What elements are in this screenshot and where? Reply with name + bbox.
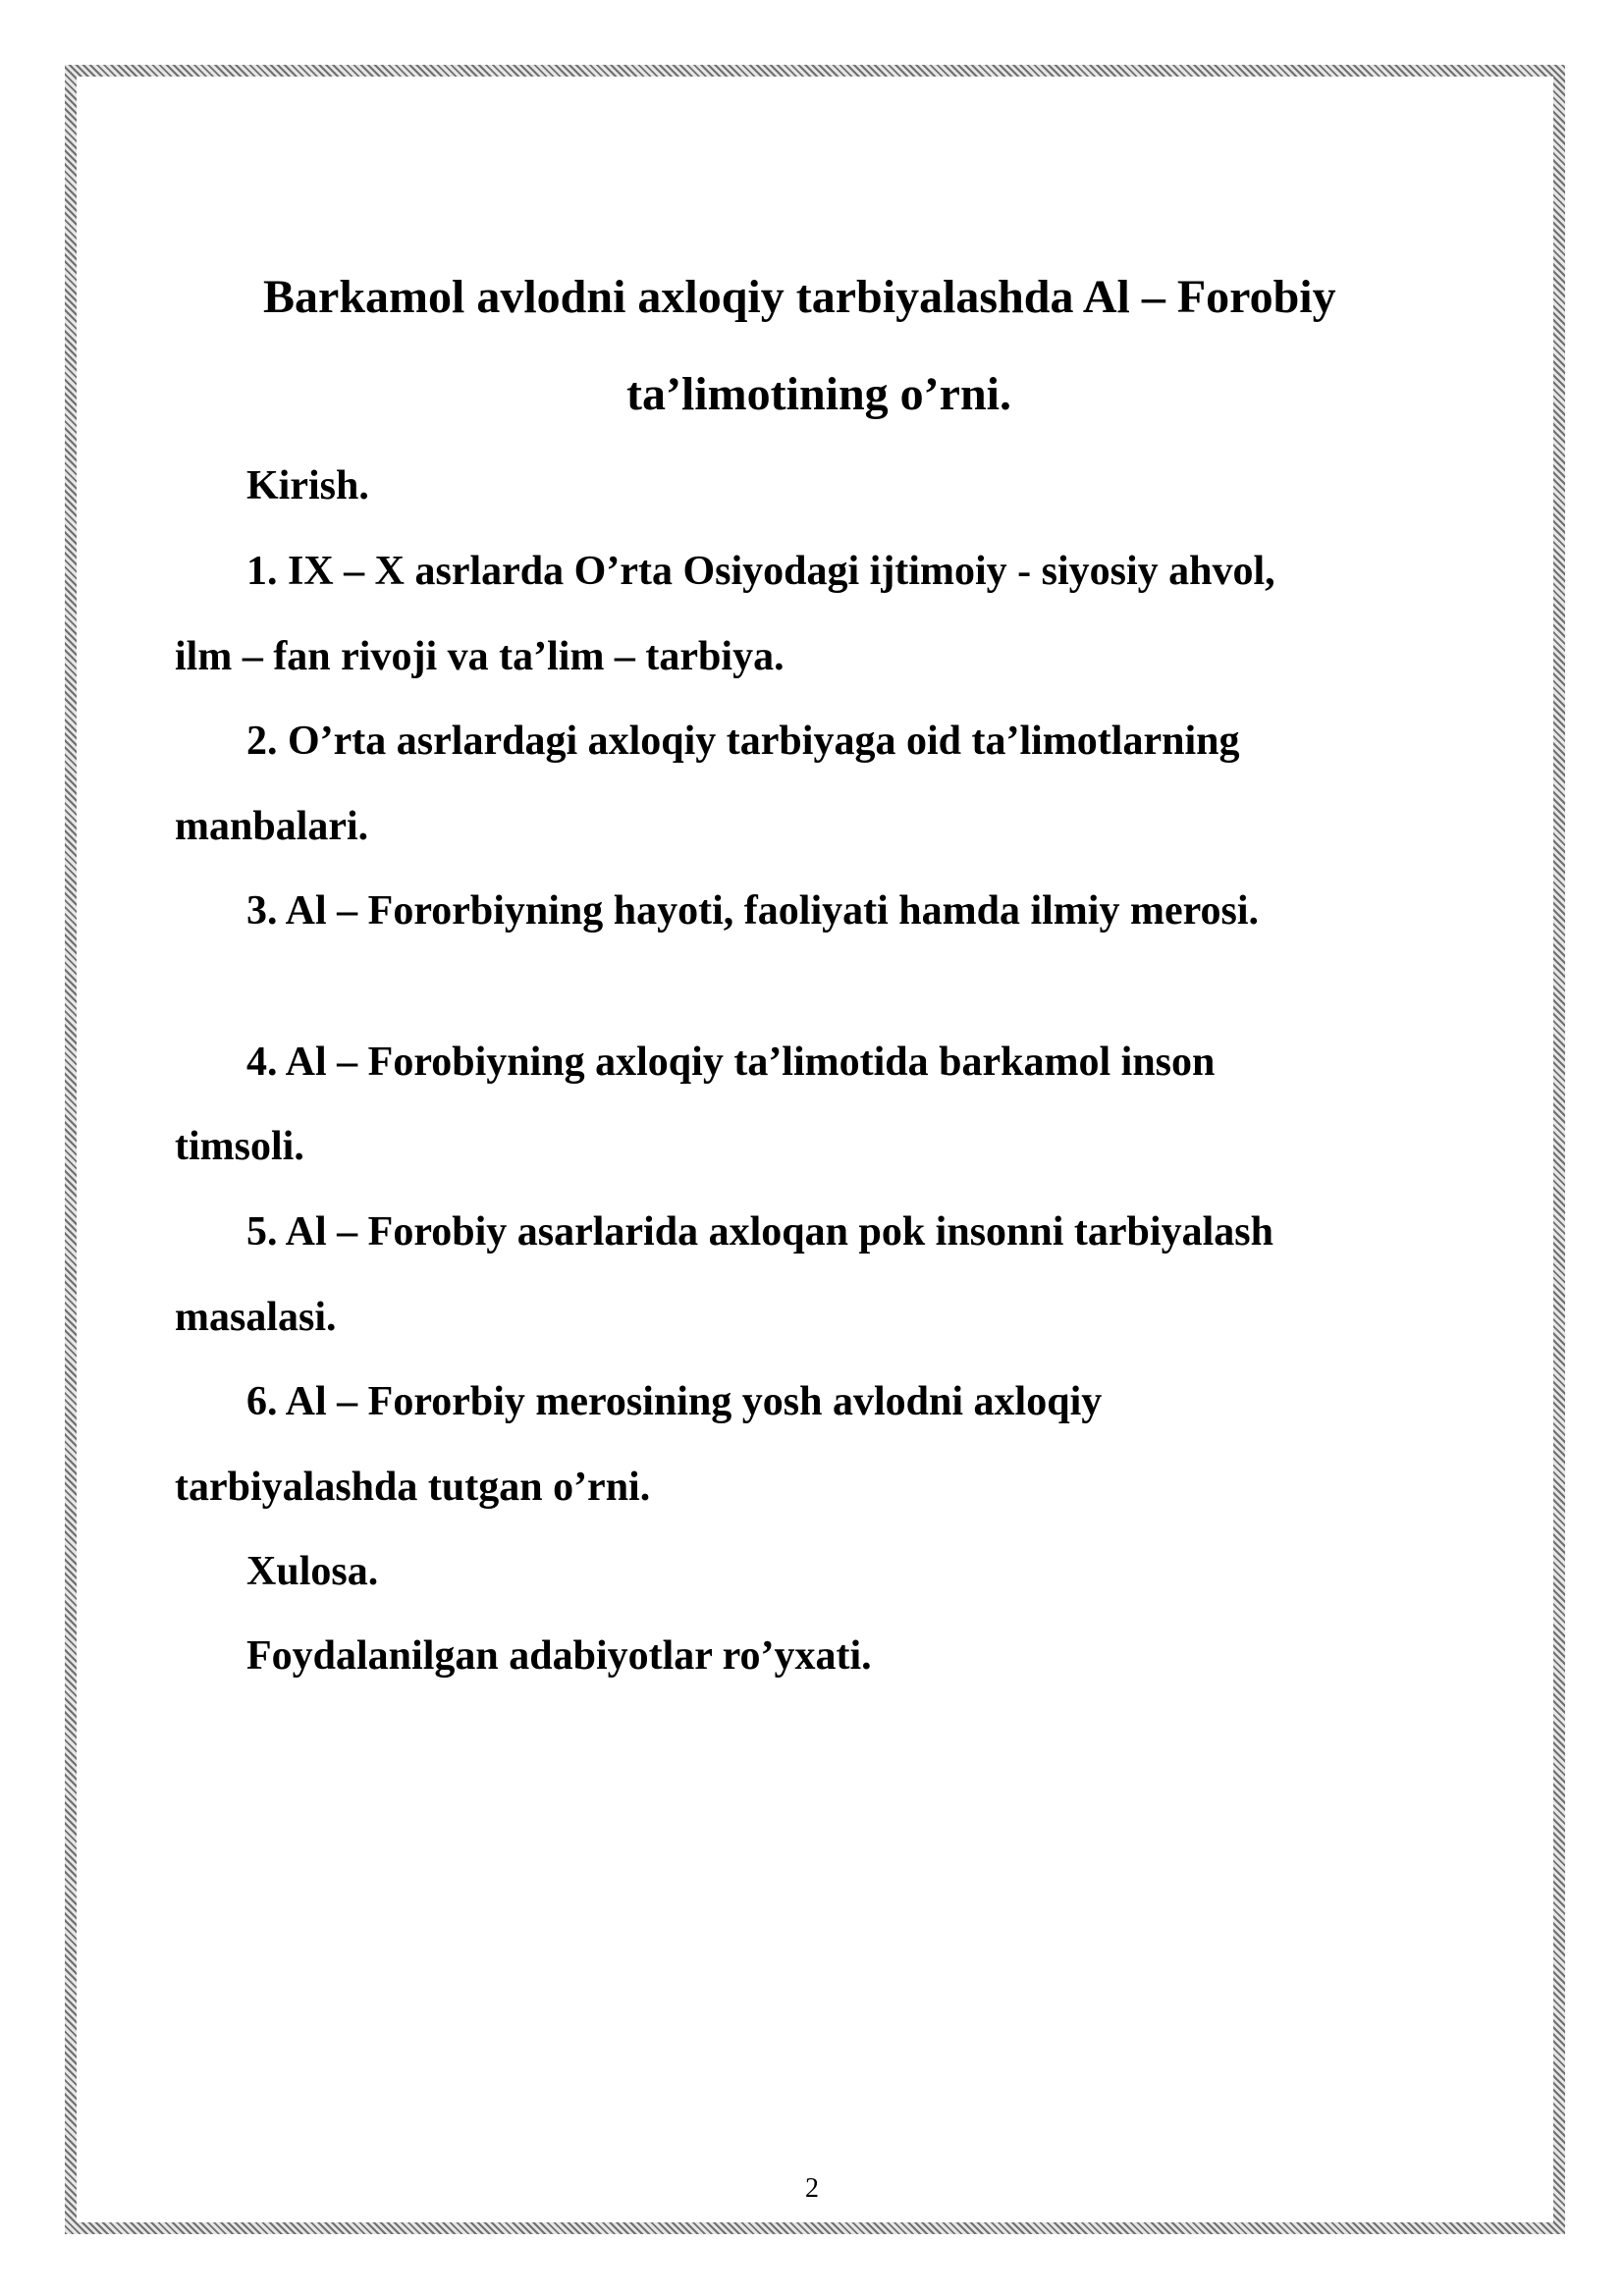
toc-item-6-continuation: tarbiyalashda tutgan o’rni. bbox=[175, 1465, 651, 1510]
toc-item-2-continuation: manbalari. bbox=[175, 804, 369, 849]
toc-item-3: 3. Al – Fororbiyning hayoti, faoliyati hamda ilmiy merosi. bbox=[246, 888, 1259, 934]
toc-item-1: 1. IX – X asrlarda O’rta Osiyodagi ijtimoiy - siyosiy ahvol, bbox=[246, 549, 1275, 594]
toc-item-conclusion: Xulosa. bbox=[246, 1549, 379, 1594]
toc-item-references: Foydalanilgan adabiyotlar ro’yxati. bbox=[246, 1633, 872, 1679]
toc-item-5: 5. Al – Forobiy asarlarida axloqan pok insonni tarbiyalash bbox=[246, 1209, 1273, 1255]
toc-item-2: 2. O’rta asrlardagi axloqiy tarbiyaga oid ta’limotlarning bbox=[246, 719, 1240, 764]
page-number: 2 bbox=[805, 2173, 819, 2204]
toc-item-4: 4. Al – Forobiyning axloqiy ta’limotida barkamol inson bbox=[246, 1040, 1216, 1085]
toc-item-intro: Kirish. bbox=[246, 463, 369, 508]
document-title-line-2: ta’limotining o’rni. bbox=[626, 368, 1011, 420]
document-title-line-1: Barkamol avlodni axloqiy tarbiyalashda Al – Forobiy bbox=[263, 271, 1336, 323]
toc-item-6: 6. Al – Fororbiy merosining yosh avlodni axloqiy bbox=[246, 1379, 1103, 1424]
toc-item-4-continuation: timsoli. bbox=[175, 1124, 304, 1169]
toc-item-1-continuation: ilm – fan rivoji va ta’lim – tarbiya. bbox=[175, 634, 785, 679]
toc-item-5-continuation: masalasi. bbox=[175, 1295, 337, 1340]
